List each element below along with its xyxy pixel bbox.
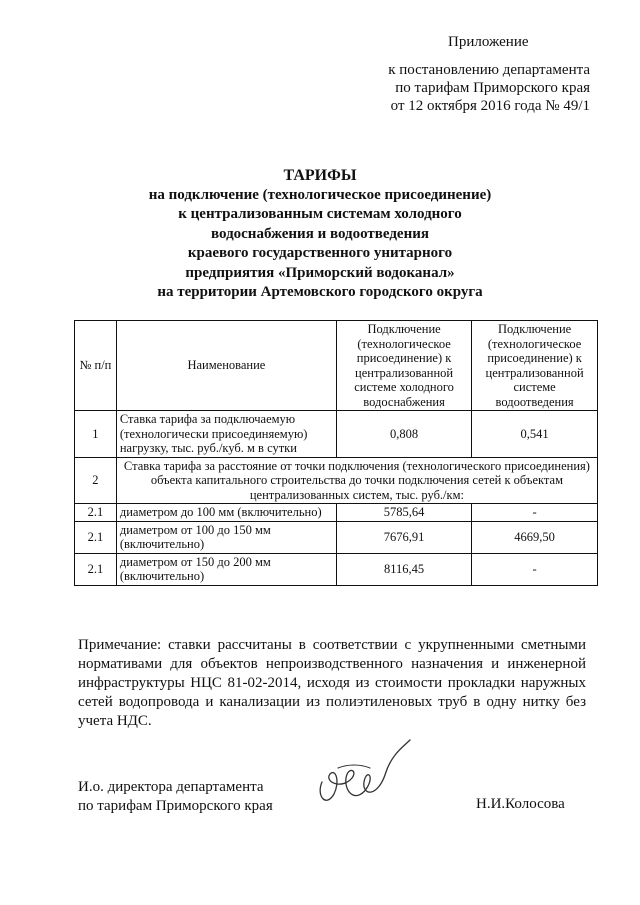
header-name: Наименование	[116, 321, 336, 411]
heading-line-5: предприятия «Приморский водоканал»	[185, 264, 455, 281]
header-num: № п/п	[75, 321, 117, 411]
appendix-line-3: от 12 октября 2016 года № 49/1	[390, 98, 590, 114]
row2-text: Ставка тарифа за расстояние от точки подключения (технологического присоединения) объекта капитального строительства до точки подключения сетей к объектам централизованных систем, тыс. руб./км:	[116, 457, 597, 504]
tariff-table	[74, 320, 598, 586]
signatory-position-line-2: по тарифам Приморского края	[78, 798, 273, 814]
row1-water: 0,808	[336, 411, 471, 458]
subrow1-num: 2.1	[75, 504, 117, 522]
heading-line-2: к централизованным системам холодного	[178, 206, 462, 222]
heading-line-3: водоснабжения и водоотведения	[211, 225, 429, 242]
table-row	[75, 521, 598, 553]
subrow3-name: диаметром от 150 до 200 мм (включительно)	[116, 553, 336, 585]
subrow3-num: 2.1	[75, 553, 117, 585]
subrow2-water: 7676,91	[336, 521, 471, 553]
heading-main: ТАРИФЫ	[283, 167, 357, 184]
header-sewer: Подключение (технологическое присоединение) к централизованной системе водоотведения	[472, 321, 598, 411]
table-row	[75, 457, 598, 504]
row1-sewer: 0,541	[472, 411, 598, 458]
subrow3-water: 8116,45	[336, 553, 471, 585]
table-row	[75, 504, 598, 522]
appendix-line-1: к постановлению департамента	[388, 62, 590, 78]
signatory-name: Н.И.Колосова	[476, 796, 565, 812]
heading-line-4: краевого государственного унитарного	[187, 245, 453, 261]
subrow3-sewer: -	[472, 553, 598, 585]
row1-num: 1	[75, 411, 117, 458]
heading-line-6: на территории Артемовского городского округа	[157, 284, 483, 300]
subrow1-name: диаметром до 100 мм (включительно)	[116, 504, 336, 522]
subrow2-name: диаметром от 100 до 150 мм (включительно)	[116, 521, 336, 553]
signatory-position	[78, 778, 273, 816]
table-header-row	[75, 321, 598, 411]
table-row	[75, 411, 598, 458]
header-water: Подключение (технологическое присоединение) к централизованной системе холодного водоснабжения	[336, 321, 471, 411]
heading-line-1: на подключение (технологическое присоединение)	[148, 186, 492, 203]
table-row	[75, 553, 598, 585]
document-heading	[60, 166, 580, 303]
subrow2-num: 2.1	[75, 521, 117, 553]
row1-name: Ставка тарифа за подключаемую (технологически присоединяемую) нагрузку, тыс. руб./куб. м в сутки	[116, 411, 336, 458]
appendix-title: Приложение	[448, 34, 529, 50]
subrow2-sewer: 4669,50	[472, 521, 598, 553]
handwritten-signature	[308, 738, 428, 818]
appendix-line-2: по тарифам Приморского края	[395, 80, 590, 96]
note-paragraph: Примечание: ставки рассчитаны в соответствии с укрупненными сметными нормативами для объектов непроизводственного назначения и инженерной инфраструктуры НЦС 81-02-2014, исходя из стоимости прокладки наружных сетей водопровода и канализации из полиэтиленовых труб в одну нитку без учета НДС.	[78, 637, 586, 729]
subrow1-sewer: -	[472, 504, 598, 522]
subrow1-water: 5785,64	[336, 504, 471, 522]
signatory-position-line-1: И.о. директора департамента	[78, 779, 264, 795]
row2-num: 2	[75, 457, 117, 504]
